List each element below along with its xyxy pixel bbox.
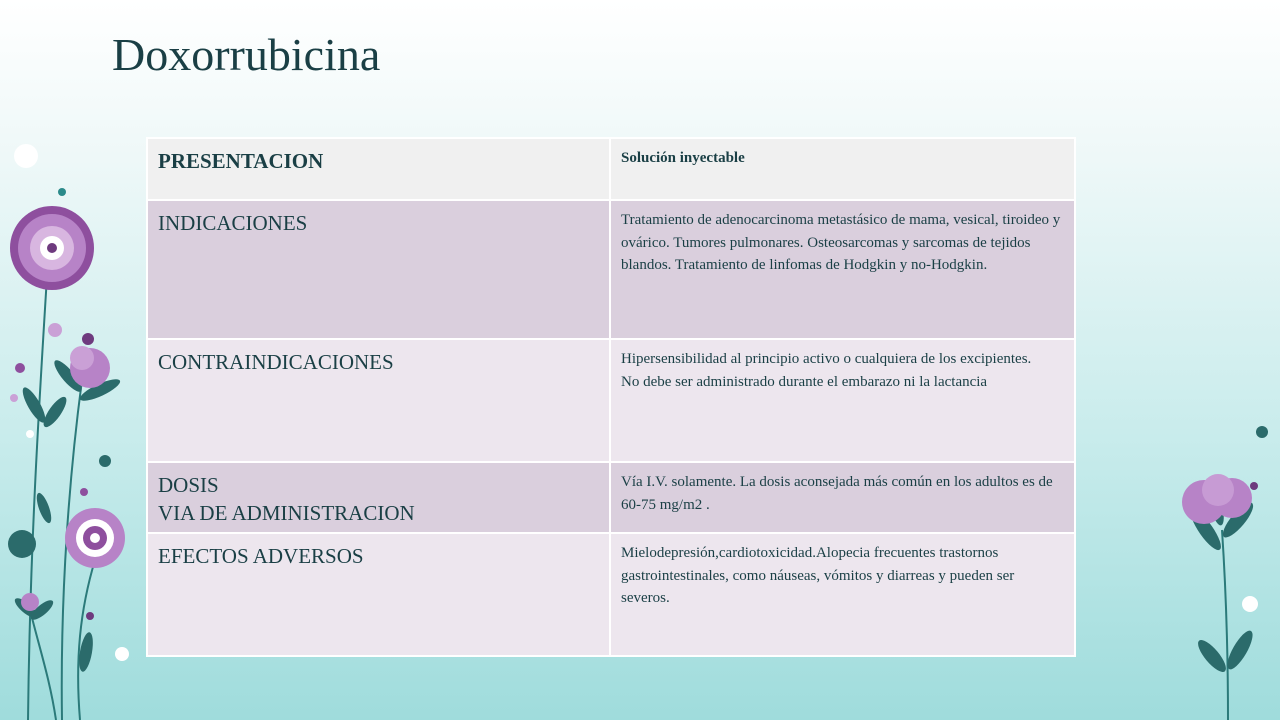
floral-decoration-right [1160, 410, 1270, 720]
row-value-indicaciones: Tratamiento de adenocarcinoma metastásico de mama, vesical, tiroideo y ovárico. Tumores pulmonares. Osteosarcomas y sarcomas de tejidos blandos. Tratamiento de linfomas de Hodgkin y no-Hodgkin. [610, 200, 1075, 339]
row-value-efectos-adversos: Mielodepresión,cardiotoxicidad.Alopecia frecuentes trastornos gastrointestinales, como náuseas, vómitos y diarreas y pueden ser severos. [610, 533, 1075, 656]
row-label-presentacion: PRESENTACION [147, 138, 610, 200]
sparkle-icon [1242, 596, 1258, 612]
flower-icon [70, 346, 110, 388]
sparkle-icon [8, 530, 36, 558]
table-row-indicaciones [147, 200, 1075, 339]
row-label-indicaciones: INDICACIONES [147, 200, 610, 339]
row-label-dosis: DOSIS VIA DE ADMINISTRACION [147, 462, 610, 533]
table-row-dosis [147, 462, 1075, 533]
table-row-contraindicaciones [147, 339, 1075, 462]
table-row-efectos-adversos [147, 533, 1075, 656]
row-value-presentacion: Solución inyectable [610, 138, 1075, 200]
floral-decoration-left [0, 140, 140, 720]
sparkle-icon [14, 144, 38, 168]
flower-icon [10, 206, 94, 290]
drug-info-table [146, 137, 1076, 657]
bud-icon [48, 323, 62, 337]
row-label-efectos-adversos: EFECTOS ADVERSOS [147, 533, 610, 656]
row-value-dosis: Vía I.V. solamente. La dosis aconsejada más común en los adultos es de 60-75 mg/m2 . [610, 462, 1075, 533]
slide-title: Doxorrubicina [112, 29, 381, 80]
table-row-presentacion [147, 138, 1075, 200]
sparkle-icon [1256, 426, 1268, 438]
row-value-contraindicaciones: Hipersensibilidad al principio activo o cualquiera de los excipientes. No debe ser administrado durante el embarazo ni la lactancia [610, 339, 1075, 462]
row-label-contraindicaciones: CONTRAINDICACIONES [147, 339, 610, 462]
flower-icon [65, 508, 125, 568]
